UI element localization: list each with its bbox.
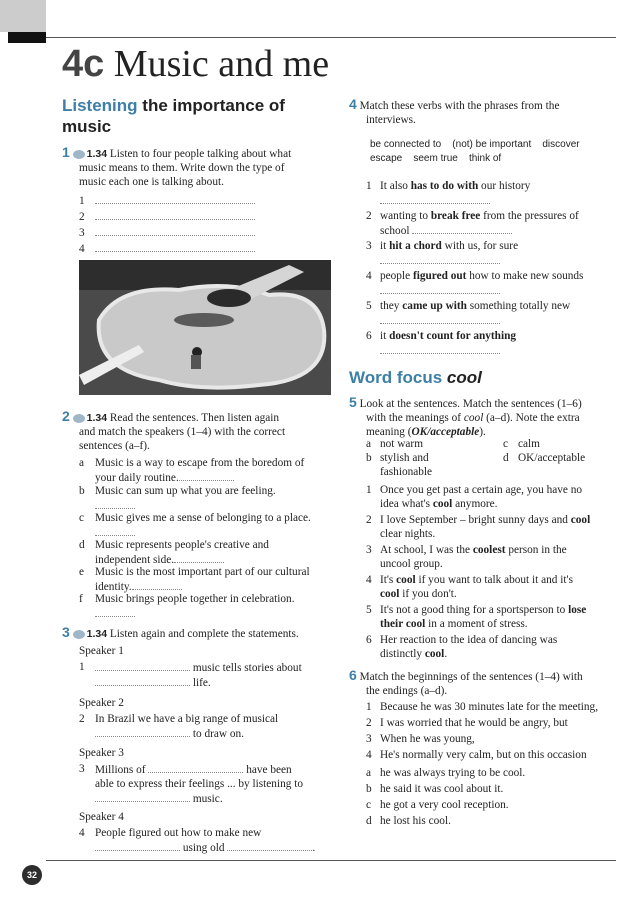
answer-line[interactable]: 2 [79, 209, 259, 225]
statement: 1 music tells stories about life. [79, 661, 302, 689]
list-item: f Music brings people together in celebration. [79, 592, 339, 620]
answer-line[interactable] [148, 762, 243, 773]
answer-line[interactable]: 1 [79, 193, 259, 209]
list-item: 4 He's normally very calm, but on this occasion [366, 749, 587, 761]
list-item: a he was always trying to be cool. [366, 767, 526, 779]
word-box-item: discover [542, 139, 580, 150]
ex5-items [366, 483, 621, 663]
page-number: 32 [22, 865, 42, 885]
statement: 4 People figured out how to make new using old . [79, 827, 316, 854]
answer-line[interactable]: 3 [79, 225, 259, 241]
word-box-item: think of [468, 153, 502, 164]
ex3-statements: Speaker 1 1 music tells stories about life. Speaker 2 2 In Brazil we have a big range of musical to draw on. Speaker 3 3 Millions of have been able to express their feelings ... by listening to music. Speaker 4 4 People figured out how to make new using old . [79, 644, 339, 860]
word-box-item: be connected to [370, 139, 442, 150]
list-item: c he got a very cool reception. [366, 799, 509, 811]
answer-line[interactable]: 4 [79, 241, 259, 257]
ex4-items [366, 179, 616, 359]
cd-icon [73, 414, 85, 423]
list-item: 1 It also has to do with our history [366, 179, 616, 209]
answer-line[interactable] [95, 660, 190, 671]
corner-tab [0, 0, 46, 32]
cd-icon [73, 150, 85, 159]
unit-number: 4c [62, 43, 105, 85]
page-title [62, 42, 329, 86]
list-item: 6 Her reaction to the idea of dancing was distinctly cool. [366, 634, 558, 660]
list-item: 6 it doesn't count for anything [366, 329, 616, 359]
list-item: 5 It's not a good thing for a sportsperson to lose their cool in a moment of stress. [366, 604, 587, 630]
ex1-answers [79, 193, 259, 257]
exercise-4: 4 Match these verbs with the phrases from the interviews. [349, 96, 560, 126]
list-item: 1 Because he was 30 minutes late for the meeting, [366, 701, 599, 713]
ex6-beginnings [366, 700, 626, 830]
list-item: 4 It's cool if you want to talk about it and it's cool if you don't. [366, 574, 573, 600]
list-item: b Music can sum up what you are feeling. [79, 484, 339, 511]
answer-line[interactable] [227, 840, 312, 851]
list-item: 2 I was worried that he would be angry, but [366, 717, 568, 729]
pool-photo [79, 260, 331, 395]
ex5-meanings: a not warm c calm b stylish and fashionable d OK/acceptable [366, 438, 586, 478]
guitar-pool-illustration [79, 260, 331, 395]
exercise-6: 6 Match the beginnings of the sentences (1–4) with the endings (a–d). [349, 667, 583, 697]
list-item: 3 When he was young, [366, 733, 475, 745]
ex2-sentences [79, 456, 339, 620]
list-item: b he said it was cool about it. [366, 783, 504, 795]
list-item: 3 At school, I was the coolest person in the uncool group. [366, 544, 567, 570]
word-box-item: escape [370, 153, 403, 164]
header-rule [46, 37, 616, 38]
list-item: d Music represents people's creative and independent side. [79, 539, 269, 566]
exercise-3: 3 1.34 Listen again and complete the statements. [62, 624, 299, 640]
exercise-1: 1 1.34 Listen to four people talking about what music means to them. Write down the type of music each one is talking about. [62, 144, 292, 188]
exercise-5: 5 Look at the sentences. Match the sentences (1–6) with the meanings of cool (a–d). Note the extra meaning (OK/acceptable). [349, 394, 582, 438]
footer-rule [46, 860, 616, 861]
list-item: e Music is the most important part of our cultural identity. [79, 566, 310, 593]
list-item: d he lost his cool. [366, 815, 451, 827]
answer-line[interactable] [95, 840, 180, 851]
cd-icon [73, 630, 85, 639]
list-item: 4 people figured out how to make new sounds [366, 269, 616, 299]
statement: 2 In Brazil we have a big range of musical to draw on. [79, 713, 279, 740]
list-item: 5 they came up with something totally new [366, 299, 616, 329]
list-item: 2 wanting to break free from the pressures of school [366, 210, 579, 237]
list-item: c Music gives me a sense of belonging to a place. [79, 511, 339, 538]
word-focus-heading: Word focus cool [349, 368, 482, 387]
listening-heading: Listening the importance of music [62, 96, 285, 136]
list-item: 2 I love September – bright sunny days and cool clear nights. [366, 514, 591, 540]
answer-line[interactable] [95, 791, 190, 802]
answer-line[interactable] [95, 726, 190, 737]
corner-bar [8, 32, 46, 43]
statement: 3 Millions of have been able to express their feelings ... by listening to music. [79, 763, 304, 805]
answer-line[interactable] [95, 675, 190, 686]
list-item: 3 it hit a chord with us, for sure [366, 239, 616, 269]
unit-title: Music and me [113, 43, 330, 85]
word-box-item: seem true [413, 153, 458, 164]
exercise-2: 2 1.34 Read the sentences. Then listen again and match the speakers (1–4) with the correct sentences (a–f). [62, 408, 286, 452]
list-item: a Music is a way to escape from the boredom of your daily routine. [79, 457, 305, 484]
list-item: 1 Once you get past a certain age, you have no idea what's cool anymore. [366, 484, 583, 510]
word-box [370, 138, 610, 166]
word-box-item: (not) be important [452, 139, 532, 150]
